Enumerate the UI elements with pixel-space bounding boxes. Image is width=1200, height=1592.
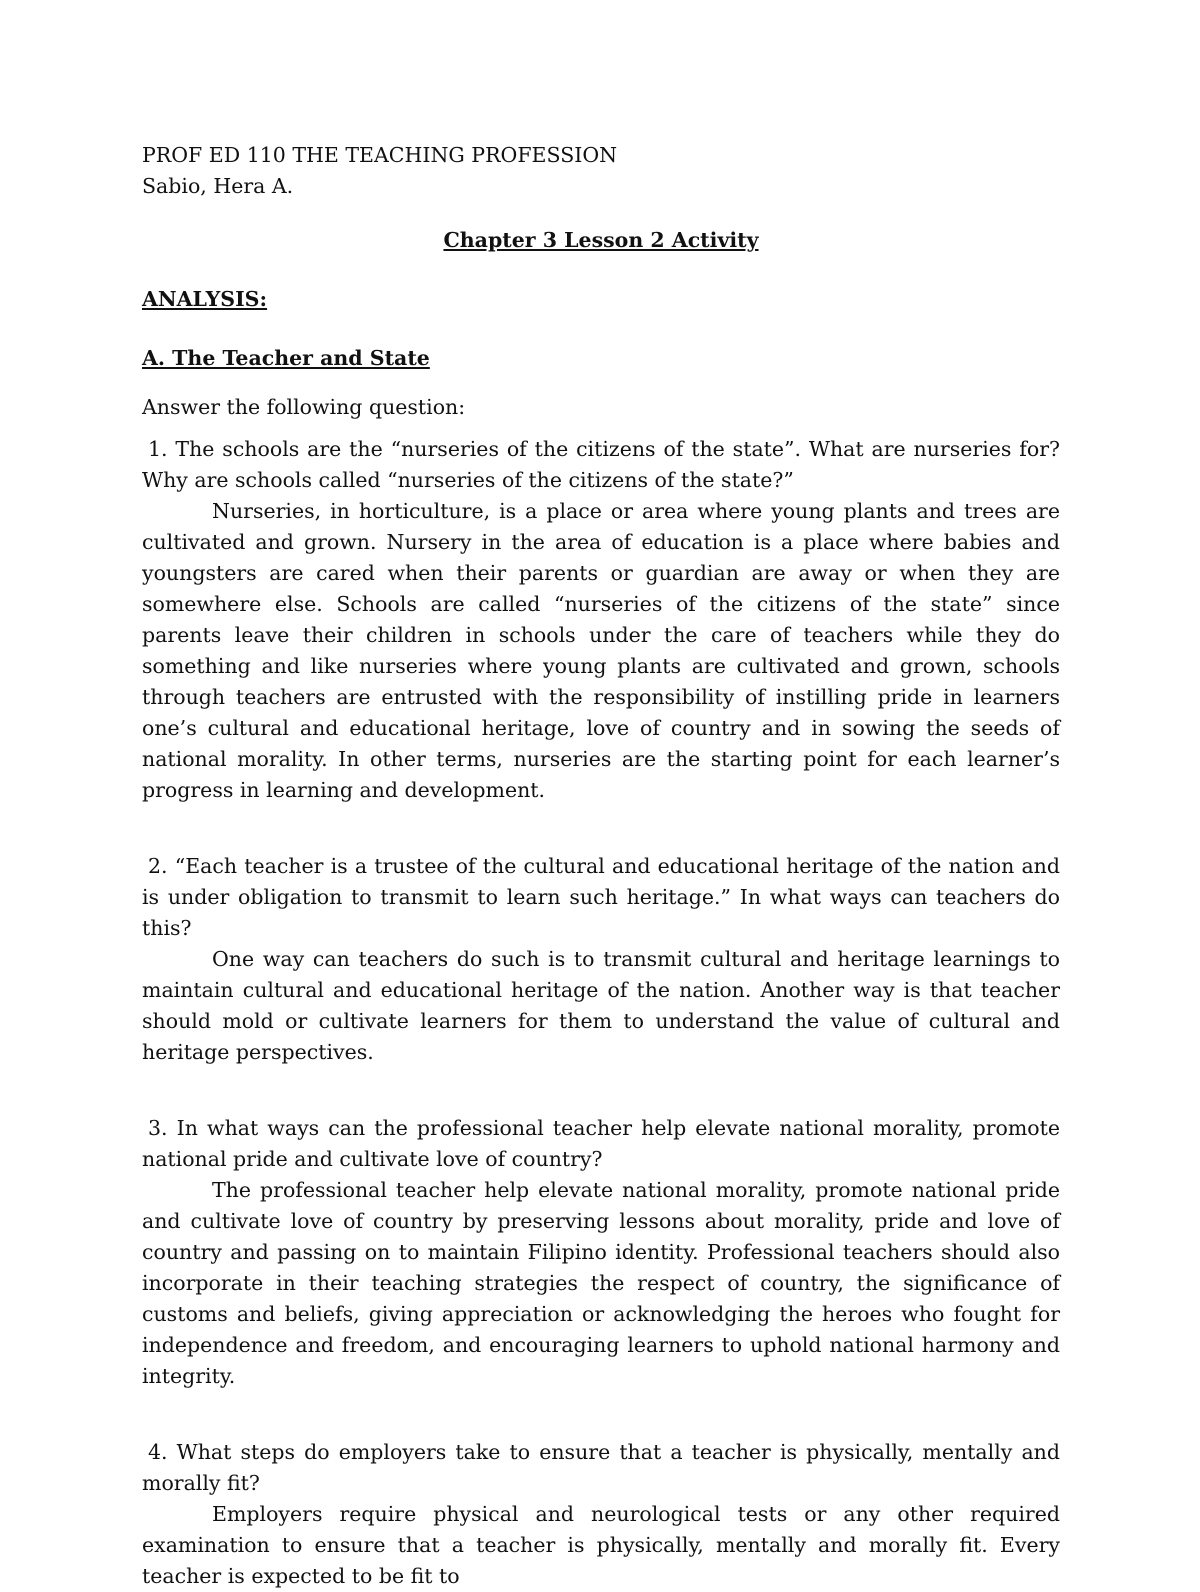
instruction-text: Answer the following question: [142,395,466,419]
subsection-heading-wrap [142,343,1060,374]
question-2: 2. “Each teacher is a trustee of the cultural and educational heritage of the nation and is under obligation to transmit to learn such heritage.” In what ways can teachers do this? [142,854,1060,940]
page-title: Chapter 3 Lesson 2 Activity [443,228,759,252]
section-heading: ANALYSIS: [142,287,268,311]
document-page [142,140,1060,1592]
answer-1: Nurseries, in horticulture, is a place or area where young plants and trees are cultivated and grown. Nursery in the area of education is a place where babies and youngsters are cared when their parents or guardian are away or when they are somewhere else. Schools are called “nurseries of the citizens of the state” since parents leave their children in schools under the care of teachers while they do something and like nurseries where young plants are cultivated and grown, schools through teachers are entrusted with the responsibility of instilling pride in learners one’s cultural and educational heritage, love of country and in sowing the seeds of national morality. In other terms, nurseries are the starting point for each learner’s progress in learning and development. [142,499,1060,802]
question-4: 4. What steps do employers take to ensure that a teacher is physically, mentally and morally fit? [142,1440,1060,1495]
author-name: Sabio, Hera A. [142,174,294,198]
answer-3: The professional teacher help elevate national morality, promote national pride and cultivate love of country by preserving lessons about morality, pride and love of country and passing on to maintain Filipino identity. Professional teachers should also incorporate in their teaching strategies the respect of country, the significance of customs and beliefs, giving appreciation or acknowledging the heroes who fought for independence and freedom, and encouraging learners to uphold national harmony and integrity. [142,1178,1060,1388]
question-3: 3. In what ways can the professional teacher help elevate national morality, promote national pride and cultivate love of country? [142,1116,1060,1171]
course-title: PROF ED 110 THE TEACHING PROFESSION [142,143,618,167]
page-title-wrap [142,225,1060,256]
subsection-heading: A. The Teacher and State [142,346,430,370]
question-1: 1. The schools are the “nurseries of the citizens of the state”. What are nurseries for? Why are schools called “nurseries of the citizens of the state?” [142,437,1060,492]
answer-4: Employers require physical and neurological tests or any other required examination to ensure that a teacher is physically, mentally and morally fit. Every teacher is expected to be fit to [142,1502,1060,1588]
section-heading-wrap [142,284,1060,315]
answer-2: One way can teachers do such is to transmit cultural and heritage learnings to maintain cultural and educational heritage of the nation. Another way is that teacher should mold or cultivate learners for them to understand the value of cultural and heritage perspectives. [142,947,1060,1064]
